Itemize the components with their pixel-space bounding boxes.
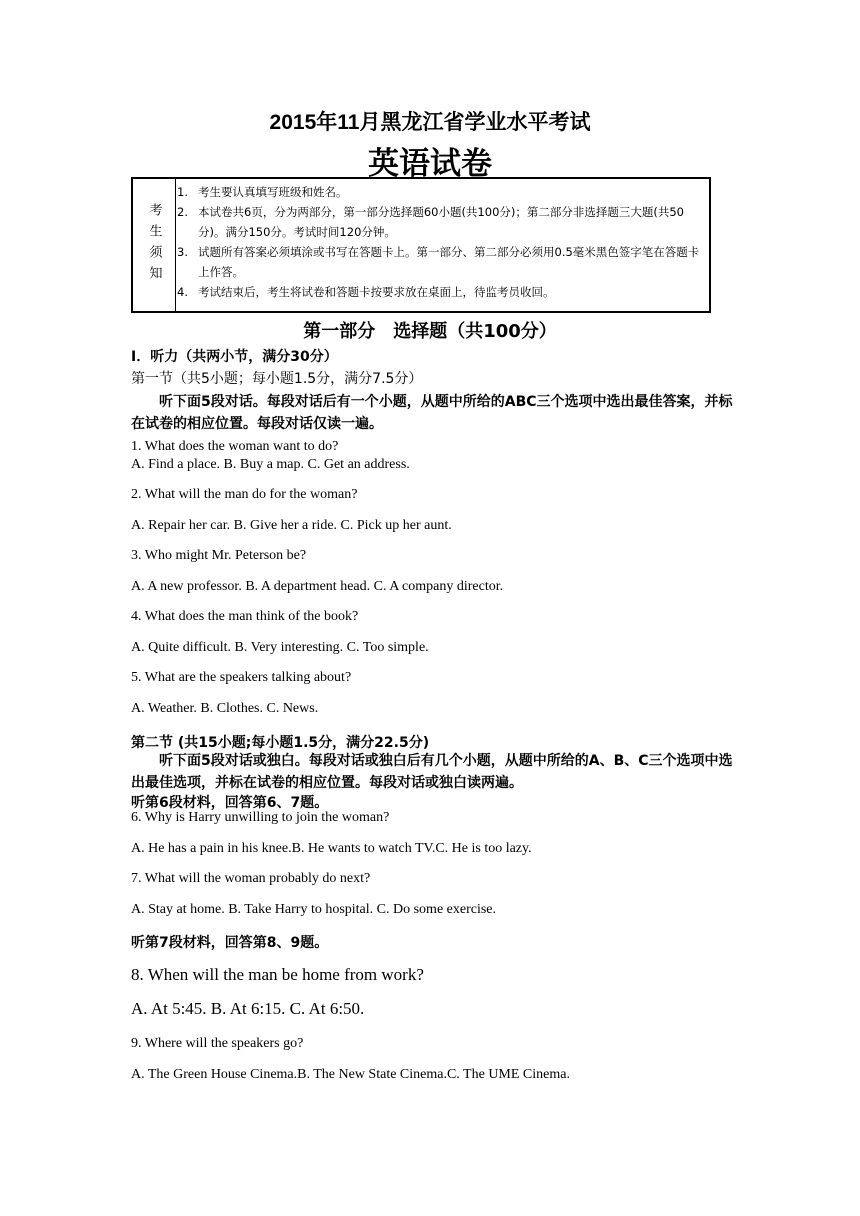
notice-item-number: 4. — [177, 285, 188, 299]
question-7-options: A. Stay at home. B. Take Harry to hospital. C. Do some exercise. — [131, 902, 497, 917]
exam-title: 2015年11月黑龙江省学业水平考试 — [269, 111, 591, 134]
notice-item — [177, 202, 707, 242]
material-7-heading: 听第7段材料，回答第8、9题。 — [131, 935, 329, 951]
notice-box — [131, 177, 711, 313]
notice-label-cell — [133, 179, 176, 311]
question-4: 4. What does the man think of the book? — [131, 609, 359, 624]
question-6: 6. Why is Harry unwilling to join the woman? — [131, 810, 390, 825]
notice-label: 考生须知 — [146, 203, 162, 287]
notice-item-text: 考生要认真填写班级和姓名。 — [198, 185, 348, 199]
question-9-options: A. The Green House Cinema.B. The New State Cinema.C. The UME Cinema. — [131, 1067, 570, 1082]
question-3-options: A. A new professor. B. A department head. C. A company director. — [131, 579, 504, 594]
question-1-options: A. Find a place. B. Buy a map. C. Get an address. — [131, 457, 410, 472]
question-5-options: A. Weather. B. Clothes. C. News. — [131, 701, 319, 716]
notice-item-text: 试题所有答案必须填涂或书写在答题卡上。第一部分、第二部分必须用0.5毫米黑色签字笔在答题卡上作答。 — [198, 245, 700, 279]
question-1: 1. What does the woman want to do? — [131, 439, 339, 454]
notice-item — [177, 242, 707, 282]
notice-item-number: 2. — [177, 205, 188, 219]
section-one-heading: 第一节（共5小题；每小题1.5分，满分7.5分） — [131, 371, 423, 387]
notice-item-number: 1. — [177, 185, 188, 199]
question-7: 7. What will the woman probably do next? — [131, 871, 371, 886]
notice-item — [177, 182, 707, 202]
section-two-directions: 听下面5段对话或独白。每段对话或独白后有几个小题，从题中所给的A、B、C三个选项中选出最佳选项，并标在试卷的相应位置。每段对话或独白读两遍。 — [131, 753, 733, 791]
question-4-options: A. Quite difficult. B. Very interesting. C. Too simple. — [131, 640, 429, 655]
notice-item — [177, 282, 707, 302]
part-one-title: 第一部分 选择题（共100分） — [303, 321, 557, 342]
question-8-options: A. At 5:45. B. At 6:15. C. At 6:50. — [131, 999, 365, 1018]
question-5: 5. What are the speakers talking about? — [131, 670, 352, 685]
question-2-options: A. Repair her car. B. Give her a ride. C. Pick up her aunt. — [131, 518, 452, 533]
material-6-heading: 听第6段材料，回答第6、7题。 — [131, 795, 329, 811]
section-one-directions: 听下面5段对话。每段对话后有一个小题，从题中所给的ABC三个选项中选出最佳答案，并标在试卷的相应位置。每段对话仅读一遍。 — [131, 394, 733, 432]
question-8: 8. When will the man be home from work? — [131, 965, 424, 984]
exam-subtitle: 英语试卷 — [368, 146, 492, 181]
notice-item-text: 考试结束后，考生将试卷和答题卡按要求放在桌面上，待监考员收回。 — [198, 285, 555, 299]
question-9: 9. Where will the speakers go? — [131, 1036, 304, 1051]
question-3: 3. Who might Mr. Peterson be? — [131, 548, 307, 563]
question-2: 2. What will the man do for the woman? — [131, 487, 358, 502]
question-6-options: A. He has a pain in his knee.B. He wants to watch TV.C. He is too lazy. — [131, 841, 532, 856]
listening-heading: I．听力（共两小节，满分30分） — [131, 349, 338, 365]
notice-list — [177, 182, 707, 302]
notice-item-number: 3. — [177, 245, 188, 259]
section-two-heading: 第二节 (共15小题;每小题1.5分，满分22.5分) — [131, 735, 430, 751]
notice-item-text: 本试卷共6页，分为两部分，第一部分选择题60小题(共100分)；第二部分非选择题三大题(共50分)。满分150分。考试时间120分钟。 — [198, 205, 684, 239]
